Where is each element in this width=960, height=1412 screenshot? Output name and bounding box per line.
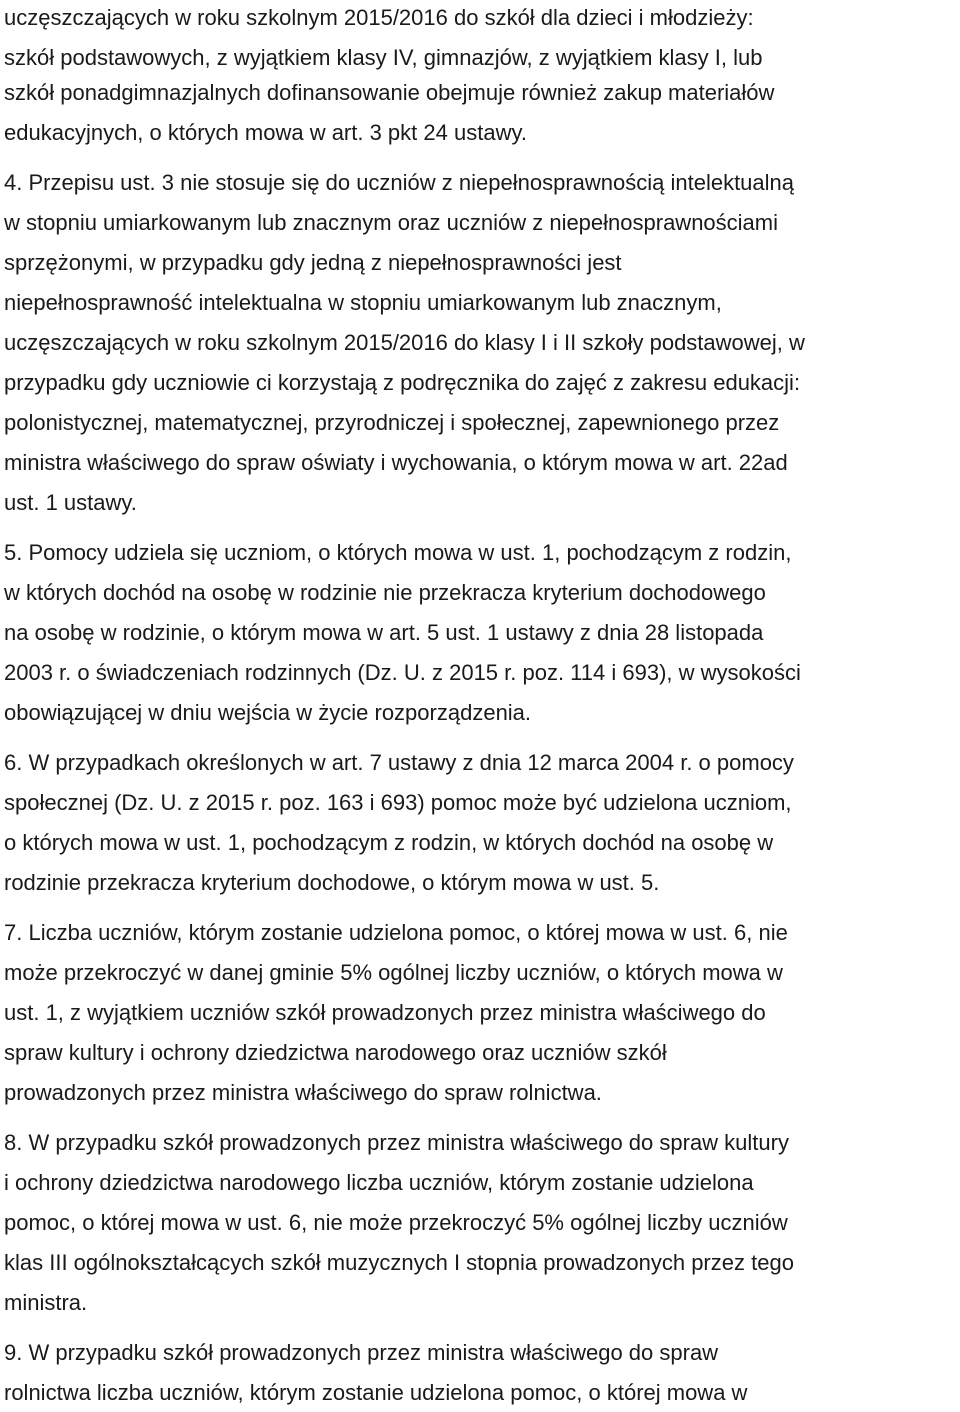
text-line: szkół ponadgimnazjalnych dofinansowanie obejmuje również zakup materiałów xyxy=(4,80,775,105)
text-line: uczęszczających w roku szkolnym 2015/2016 do szkół dla dzieci i młodzieży: xyxy=(4,5,754,30)
text-line: spraw kultury i ochrony dziedzictwa narodowego oraz uczniów szkół xyxy=(4,1040,667,1065)
text-line: klas III ogólnokształcących szkół muzycznych I stopnia prowadzonych przez tego xyxy=(4,1250,794,1275)
text-line: szkół podstawowych, z wyjątkiem klasy IV, gimnazjów, z wyjątkiem klasy I, lub xyxy=(4,45,763,70)
text-line: społecznej (Dz. U. z 2015 r. poz. 163 i 693) pomoc może być udzielona uczniom, xyxy=(4,790,792,815)
text-line: przypadku gdy uczniowie ci korzystają z podręcznika do zajęć z zakresu edukacji: xyxy=(4,370,801,395)
text-line: o których mowa w ust. 1, pochodzącym z rodzin, w których dochód na osobę w xyxy=(4,830,774,855)
text-line: może przekroczyć w danej gminie 5% ogólnej liczby uczniów, o których mowa w xyxy=(4,960,783,985)
text-line: obowiązującej w dniu wejścia w życie rozporządzenia. xyxy=(4,700,532,725)
text-line: rodzinie przekracza kryterium dochodowe, o którym mowa w ust. 5. xyxy=(4,870,660,895)
text-line: ust. 1, z wyjątkiem uczniów szkół prowadzonych przez ministra właściwego do xyxy=(4,1000,766,1025)
text-line: w stopniu umiarkowanym lub znacznym oraz uczniów z niepełnosprawnościami xyxy=(4,210,779,235)
text-line: 6. W przypadkach określonych w art. 7 ustawy z dnia 12 marca 2004 r. o pomocy xyxy=(4,750,794,775)
text-line: prowadzonych przez ministra właściwego do spraw rolnictwa. xyxy=(4,1080,602,1105)
text-line: 8. W przypadku szkół prowadzonych przez ministra właściwego do spraw kultury xyxy=(4,1130,789,1155)
text-line: 4. Przepisu ust. 3 nie stosuje się do uczniów z niepełnosprawnością intelektualną xyxy=(4,170,795,195)
text-line: polonistycznej, matematycznej, przyrodniczej i społecznej, zapewnionego przez xyxy=(4,410,780,435)
text-line: 5. Pomocy udziela się uczniom, o których mowa w ust. 1, pochodzącym z rodzin, xyxy=(4,540,792,565)
text-line: i ochrony dziedzictwa narodowego liczba uczniów, którym zostanie udzielona xyxy=(4,1170,754,1195)
text-line: niepełnosprawność intelektualna w stopniu umiarkowanym lub znacznym, xyxy=(4,290,722,315)
text-line: ministra. xyxy=(4,1290,88,1315)
text-line: 9. W przypadku szkół prowadzonych przez ministra właściwego do spraw xyxy=(4,1340,719,1365)
text-line: uczęszczających w roku szkolnym 2015/2016 do klasy I i II szkoły podstawowej, w xyxy=(4,330,805,355)
text-line: w których dochód na osobę w rodzinie nie przekracza kryterium dochodowego xyxy=(4,580,766,605)
text-line: 7. Liczba uczniów, którym zostanie udzielona pomoc, o której mowa w ust. 6, nie xyxy=(4,920,788,945)
text-line: ust. 1 ustawy. xyxy=(4,490,137,515)
text-line: sprzężonymi, w przypadku gdy jedną z niepełnosprawności jest xyxy=(4,250,622,275)
text-line: edukacyjnych, o których mowa w art. 3 pkt 24 ustawy. xyxy=(4,120,527,145)
text-line: ministra właściwego do spraw oświaty i wychowania, o którym mowa w art. 22ad xyxy=(4,450,788,475)
text-line: 2003 r. o świadczeniach rodzinnych (Dz. U. z 2015 r. poz. 114 i 693), w wysokości xyxy=(4,660,801,685)
text-line: na osobę w rodzinie, o którym mowa w art. 5 ust. 1 ustawy z dnia 28 listopada xyxy=(4,620,764,645)
text-line: pomoc, o której mowa w ust. 6, nie może przekroczyć 5% ogólnej liczby uczniów xyxy=(4,1210,788,1235)
text-line: rolnictwa liczba uczniów, którym zostanie udzielona pomoc, o której mowa w xyxy=(4,1380,748,1405)
